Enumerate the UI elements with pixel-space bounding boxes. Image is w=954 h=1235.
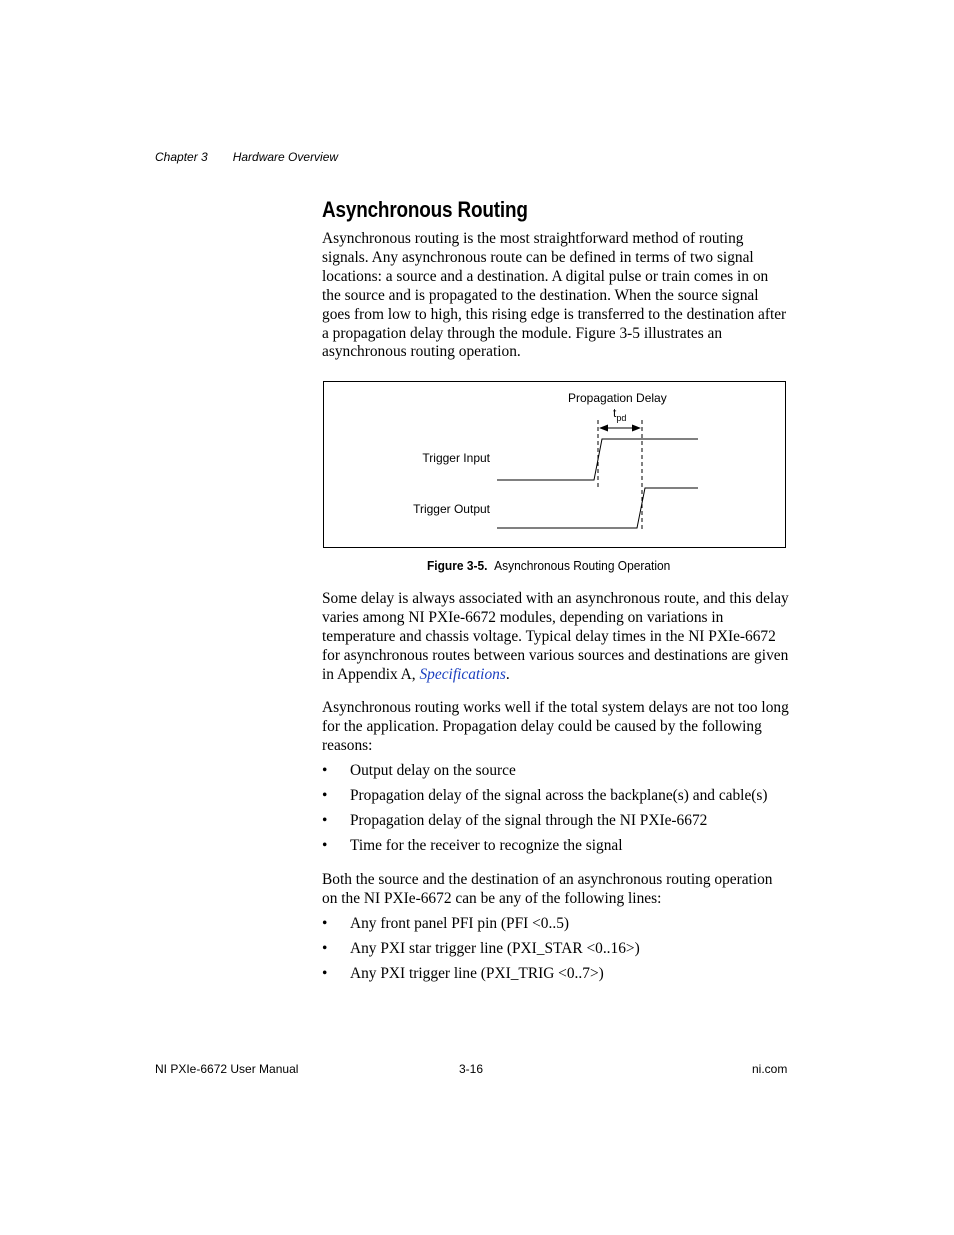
reasons-intro-paragraph: Asynchronous routing works well if the total system delays are not too long for the application. Propagation delay could be caused by the following reasons: [322,699,789,754]
footer-manual-title: NI PXIe-6672 User Manual [155,1062,299,1076]
propagation-delay-label: Propagation Delay [568,391,667,405]
lines-intro-paragraph: Both the source and the destination of an asynchronous routing operation on the NI PXIe-6672 can be any of the following lines: [322,871,773,907]
chapter-label: Chapter 3 [155,150,208,164]
list-item: • Any front panel PFI pin (PFI <0..5) [322,915,790,934]
list-item: • Propagation delay of the signal across the backplane(s) and cable(s) [322,787,790,806]
list-item: • Output delay on the source [322,762,790,781]
trigger-input-waveform [497,439,698,480]
footer-page-number: 3-16 [459,1062,484,1076]
lines-list [322,915,790,990]
section-label: Hardware Overview [232,150,339,164]
tpd-main: t [613,406,617,420]
intro-paragraph: Asynchronous routing is the most straightforward method of routing signals. Any asynchronous route can be defined in terms of two signal locations: a source and a destination. A digital pulse or train comes in on the source and is propagated to the destination. When the source signal goes from low to high, this rising edge is transferred to the destination after a propagation delay through the module. Figure 3-5 illustrates an asynchronous routing operation. [322,230,787,361]
footer-site: ni.com [752,1062,788,1076]
trigger-output-label: Trigger Output [413,502,490,516]
list-item: • Any PXI trigger line (PXI_TRIG <0..7>) [322,965,790,984]
figure-number: Figure 3-5. [427,558,488,573]
trigger-output-waveform [497,488,698,528]
timing-diagram [323,381,786,548]
figure-title: Asynchronous Routing Operation [494,558,671,573]
list-item: • Time for the receiver to recognize the signal [322,837,790,856]
trigger-input-label: Trigger Input [422,451,490,465]
specifications-link[interactable]: Specifications [419,665,506,683]
delay-paragraph [322,590,790,685]
list-item: • Any PXI star trigger line (PXI_STAR <0..16>) [322,940,790,959]
reasons-list [322,762,790,862]
figure-caption [427,558,670,573]
running-header [155,150,338,164]
delay-text: Some delay is always associated with an asynchronous route, and this delay varies among NI PXIe-6672 modules, depending on variations in temperature and chassis voltage. Typical delay times in the NI PXIe-6672 for asynchronous routes between various sources and destinations are given in Appendix A, [322,590,789,683]
list-item: • Propagation delay of the signal through the NI PXIe-6672 [322,812,790,831]
section-title: Asynchronous Routing [322,197,528,222]
delay-text-end: . [505,665,510,683]
tpd-subscript: pd [616,413,627,423]
tpd-label [613,406,626,423]
